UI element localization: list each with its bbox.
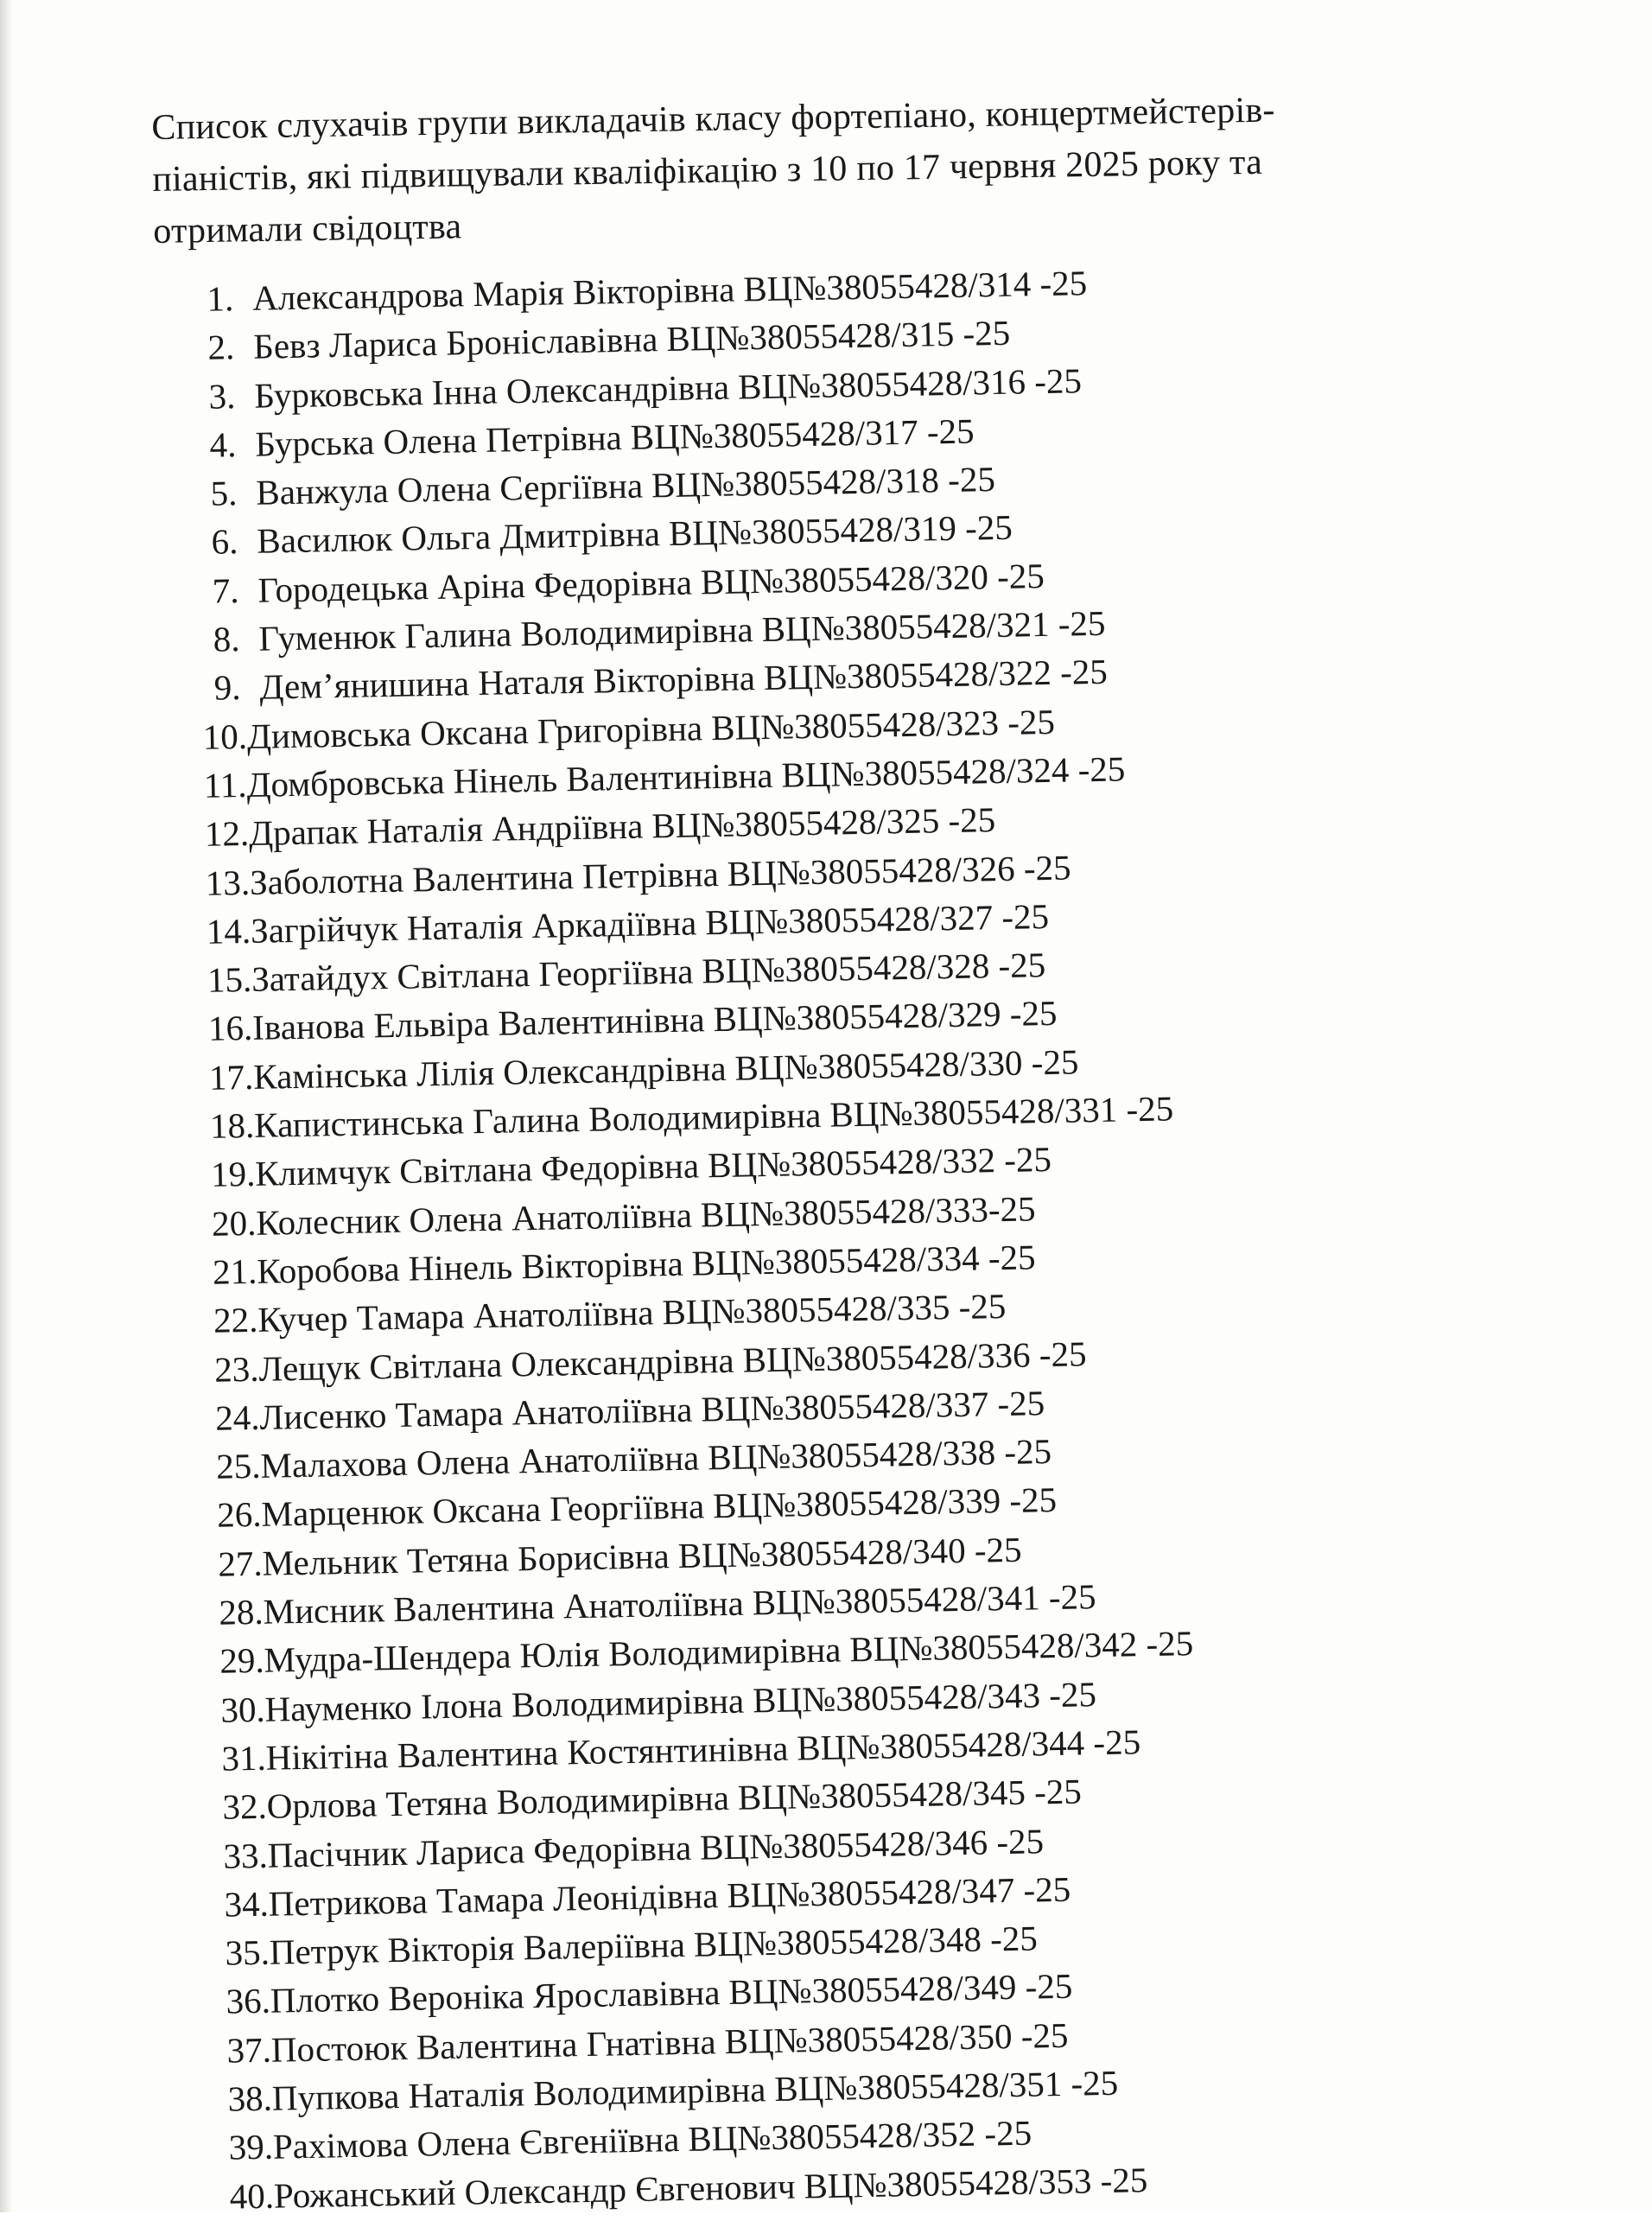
item-number: 10. bbox=[202, 716, 248, 757]
item-number: 20. bbox=[211, 1202, 257, 1244]
item-number: 35. bbox=[225, 1931, 270, 1973]
participant-name: Нікітіна Валентина Костянтинівна bbox=[265, 1728, 789, 1778]
participant-name: Домбровська Нінель Валентинівна bbox=[246, 754, 773, 805]
item-number: 19. bbox=[210, 1154, 256, 1195]
item-number: 25. bbox=[215, 1445, 261, 1486]
certificate-number: ВЦ№38055428/332 -25 bbox=[707, 1139, 1052, 1186]
participant-name: Ванжула Олена Сергіївна bbox=[255, 465, 644, 512]
certificate-number: ВЦ№38055428/336 -25 bbox=[742, 1333, 1087, 1380]
item-number: 37. bbox=[226, 2029, 272, 2071]
participant-name: Загрійчук Наталія Аркадіївна bbox=[250, 902, 697, 951]
certificate-number: ВЦ№38055428/319 -25 bbox=[668, 507, 1013, 554]
certificate-number: ВЦ№38055428/331 -25 bbox=[829, 1088, 1174, 1135]
participant-name: Камінська Лілія Олександрівна bbox=[252, 1047, 727, 1097]
certificate-number: ВЦ№38055428/335 -25 bbox=[662, 1286, 1007, 1333]
item-number: 18. bbox=[209, 1104, 255, 1146]
certificate-number: ВЦ№38055428/317 -25 bbox=[630, 410, 975, 457]
participant-name: Малахова Олена Анатоліївна bbox=[260, 1437, 700, 1486]
certificate-number: ВЦ№38055428/342 -25 bbox=[848, 1623, 1194, 1670]
participant-name: Науменко Ілона Володимирівна bbox=[264, 1680, 745, 1729]
certificate-number: ВЦ№38055428/333-25 bbox=[700, 1187, 1036, 1235]
item-number: 9. bbox=[213, 667, 241, 709]
participant-name: Плотко Вероніка Ярославівна bbox=[270, 1972, 721, 2021]
participant-name: Коробова Нінель Вікторівна bbox=[256, 1243, 684, 1291]
item-number: 3. bbox=[208, 375, 236, 417]
participant-name: Іванова Ельвіра Валентинівна bbox=[251, 999, 706, 1048]
item-number: 27. bbox=[217, 1543, 263, 1584]
participant-name: Василюк Ольга Дмитрівна bbox=[256, 513, 661, 562]
item-number: 40. bbox=[229, 2175, 275, 2217]
item-number: 5. bbox=[210, 473, 238, 513]
participant-name: Мудра-Шендера Юлія Володимирівна bbox=[264, 1629, 842, 1681]
item-number: 13. bbox=[205, 862, 251, 903]
certificate-number: ВЦ№38055428/351 -25 bbox=[773, 2062, 1119, 2110]
certificate-number: ВЦ№38055428/328 -25 bbox=[701, 945, 1046, 991]
item-number: 39. bbox=[228, 2126, 274, 2167]
participant-name: Александрова Марія Вікторівна bbox=[251, 269, 735, 318]
scan-edge-shadow bbox=[0, 0, 12, 2212]
item-number: 15. bbox=[206, 959, 252, 1001]
participant-name: Рожанський Олександр Євгенович bbox=[273, 2166, 796, 2216]
certificate-number: ВЦ№38055428/327 -25 bbox=[704, 895, 1050, 943]
item-number: 16. bbox=[207, 1008, 253, 1049]
heading-line-1: Список слухачів групи викладачів класу фортепіано, концертмейстерів- bbox=[151, 90, 1275, 148]
certificate-number: ВЦ№38055428/322 -25 bbox=[763, 652, 1109, 698]
participant-name: Бевз Лариса Броніславівна bbox=[252, 319, 658, 367]
participant-name: Марценюк Оксана Георгіївна bbox=[261, 1486, 705, 1535]
item-number: 4. bbox=[209, 424, 237, 465]
participant-name: Кучер Тамара Анатоліївна bbox=[257, 1292, 654, 1340]
certificate-number: ВЦ№38055428/326 -25 bbox=[727, 847, 1071, 894]
participant-name: Рахімова Олена Євгеніївна bbox=[272, 2119, 680, 2167]
certificate-number: ВЦ№38055428/320 -25 bbox=[700, 555, 1045, 602]
participant-name: Городецька Аріна Федорівна bbox=[257, 562, 693, 610]
item-number: 1. bbox=[206, 278, 234, 319]
participant-name: Орлова Тетяна Володимирівна bbox=[266, 1778, 730, 1826]
item-number: 28. bbox=[218, 1591, 264, 1632]
participant-name: Пасічник Лариса Федорівна bbox=[267, 1827, 692, 1875]
participant-name: Бурковська Інна Олександрівна bbox=[253, 366, 730, 416]
participant-name: Колесник Олена Анатоліївна bbox=[255, 1194, 693, 1243]
certificate-number: ВЦ№38055428/316 -25 bbox=[737, 360, 1083, 407]
item-number: 32. bbox=[222, 1785, 268, 1827]
item-number: 31. bbox=[221, 1737, 267, 1779]
item-number: 23. bbox=[213, 1348, 259, 1390]
participant-name: Димовська Оксана Григорівна bbox=[246, 707, 703, 756]
certificate-number: ВЦ№38055428/347 -25 bbox=[726, 1868, 1071, 1915]
participant-name: Драпак Наталія Андріївна bbox=[248, 805, 644, 854]
participant-name: Лисенко Тамара Анатоліївна bbox=[259, 1389, 693, 1437]
participant-name: Гуменюк Галина Володимирівна bbox=[258, 609, 753, 659]
item-number: 14. bbox=[206, 910, 251, 951]
participant-name: Мисник Валентина Анатоліївна bbox=[263, 1582, 745, 1632]
item-number: 6. bbox=[211, 521, 238, 563]
item-number: 33. bbox=[223, 1835, 269, 1876]
item-number: 24. bbox=[214, 1397, 260, 1438]
certificate-number: ВЦ№38055428/343 -25 bbox=[752, 1673, 1097, 1721]
participant-name: Постоюк Валентина Гнатівна bbox=[270, 2021, 717, 2070]
participant-name: Пупкова Наталія Володимирівна bbox=[271, 2069, 766, 2118]
certificate-number: ВЦ№38055428/324 -25 bbox=[781, 748, 1126, 795]
certificate-number: ВЦ№38055428/329 -25 bbox=[713, 993, 1058, 1040]
participant-name: Бурська Олена Петрівна bbox=[254, 417, 623, 464]
participant-name: Петрикова Тамара Леонідівна bbox=[268, 1875, 719, 1924]
certificate-number: ВЦ№38055428/352 -25 bbox=[687, 2112, 1032, 2160]
item-number: 12. bbox=[204, 813, 250, 855]
participant-name: Дем’янишина Наталя Вікторівна bbox=[259, 658, 756, 708]
certificate-number: ВЦ№38055428/348 -25 bbox=[693, 1918, 1039, 1964]
item-number: 22. bbox=[213, 1300, 258, 1341]
item-number: 36. bbox=[226, 1981, 271, 2022]
certificate-number: ВЦ№38055428/334 -25 bbox=[691, 1237, 1036, 1283]
certificate-number: ВЦ№38055428/349 -25 bbox=[728, 1966, 1073, 2013]
participant-name: Мельник Тетяна Борисівна bbox=[262, 1535, 670, 1583]
participant-name: Заболотна Валентина Петрівна bbox=[249, 853, 720, 902]
certificate-number: ВЦ№38055428/314 -25 bbox=[742, 263, 1088, 309]
participant-name: Петрук Вікторія Валеріївна bbox=[269, 1925, 686, 1972]
document-heading bbox=[151, 82, 1398, 258]
certificate-number: ВЦ№38055428/344 -25 bbox=[796, 1721, 1141, 1768]
item-number: 34. bbox=[224, 1883, 270, 1925]
item-number: 2. bbox=[207, 327, 235, 368]
certificate-number: ВЦ№38055428/341 -25 bbox=[752, 1576, 1096, 1623]
certificate-number: ВЦ№38055428/330 -25 bbox=[734, 1041, 1079, 1088]
item-number: 21. bbox=[212, 1251, 257, 1292]
heading-line-2: піаністів, які підвищували кваліфікацію з 10 по 17 червня 2025 року та bbox=[152, 142, 1263, 200]
certificate-number: ВЦ№38055428/353 -25 bbox=[804, 2159, 1148, 2206]
item-number: 8. bbox=[213, 619, 240, 659]
certificate-number: ВЦ№38055428/345 -25 bbox=[737, 1771, 1083, 1817]
participant-name: Капистинська Галина Володимирівна bbox=[253, 1094, 822, 1145]
certificate-number: ВЦ№38055428/337 -25 bbox=[700, 1383, 1045, 1429]
certificate-number: ВЦ№38055428/338 -25 bbox=[707, 1431, 1052, 1478]
heading-line-3: отримали свідоцтва bbox=[152, 207, 462, 251]
item-number: 17. bbox=[208, 1056, 254, 1098]
certificate-number: ВЦ№38055428/339 -25 bbox=[712, 1480, 1058, 1526]
certificate-number: ВЦ№38055428/321 -25 bbox=[761, 602, 1106, 650]
certificate-number: ВЦ№38055428/350 -25 bbox=[724, 2014, 1069, 2061]
item-number: 26. bbox=[216, 1494, 262, 1536]
participant-name: Лещук Світлана Олександрівна bbox=[258, 1340, 735, 1389]
certificate-number: ВЦ№38055428/318 -25 bbox=[651, 459, 996, 506]
item-number: 7. bbox=[212, 570, 239, 611]
certificate-number: ВЦ№38055428/323 -25 bbox=[710, 701, 1056, 748]
item-number: 38. bbox=[227, 2078, 273, 2119]
certificate-number: ВЦ№38055428/315 -25 bbox=[665, 313, 1011, 360]
item-number: 11. bbox=[203, 764, 247, 805]
participant-name: Климчук Світлана Федорівна bbox=[254, 1145, 700, 1194]
certificate-number: ВЦ№38055428/325 -25 bbox=[651, 799, 996, 846]
participant-list bbox=[194, 257, 1204, 2220]
certificate-number: ВЦ№38055428/340 -25 bbox=[677, 1529, 1022, 1575]
certificate-number: ВЦ№38055428/346 -25 bbox=[699, 1820, 1045, 1868]
item-number: 29. bbox=[219, 1640, 265, 1682]
participant-name: Затайдух Світлана Георгіївна bbox=[251, 951, 694, 1000]
item-number: 30. bbox=[220, 1689, 266, 1730]
